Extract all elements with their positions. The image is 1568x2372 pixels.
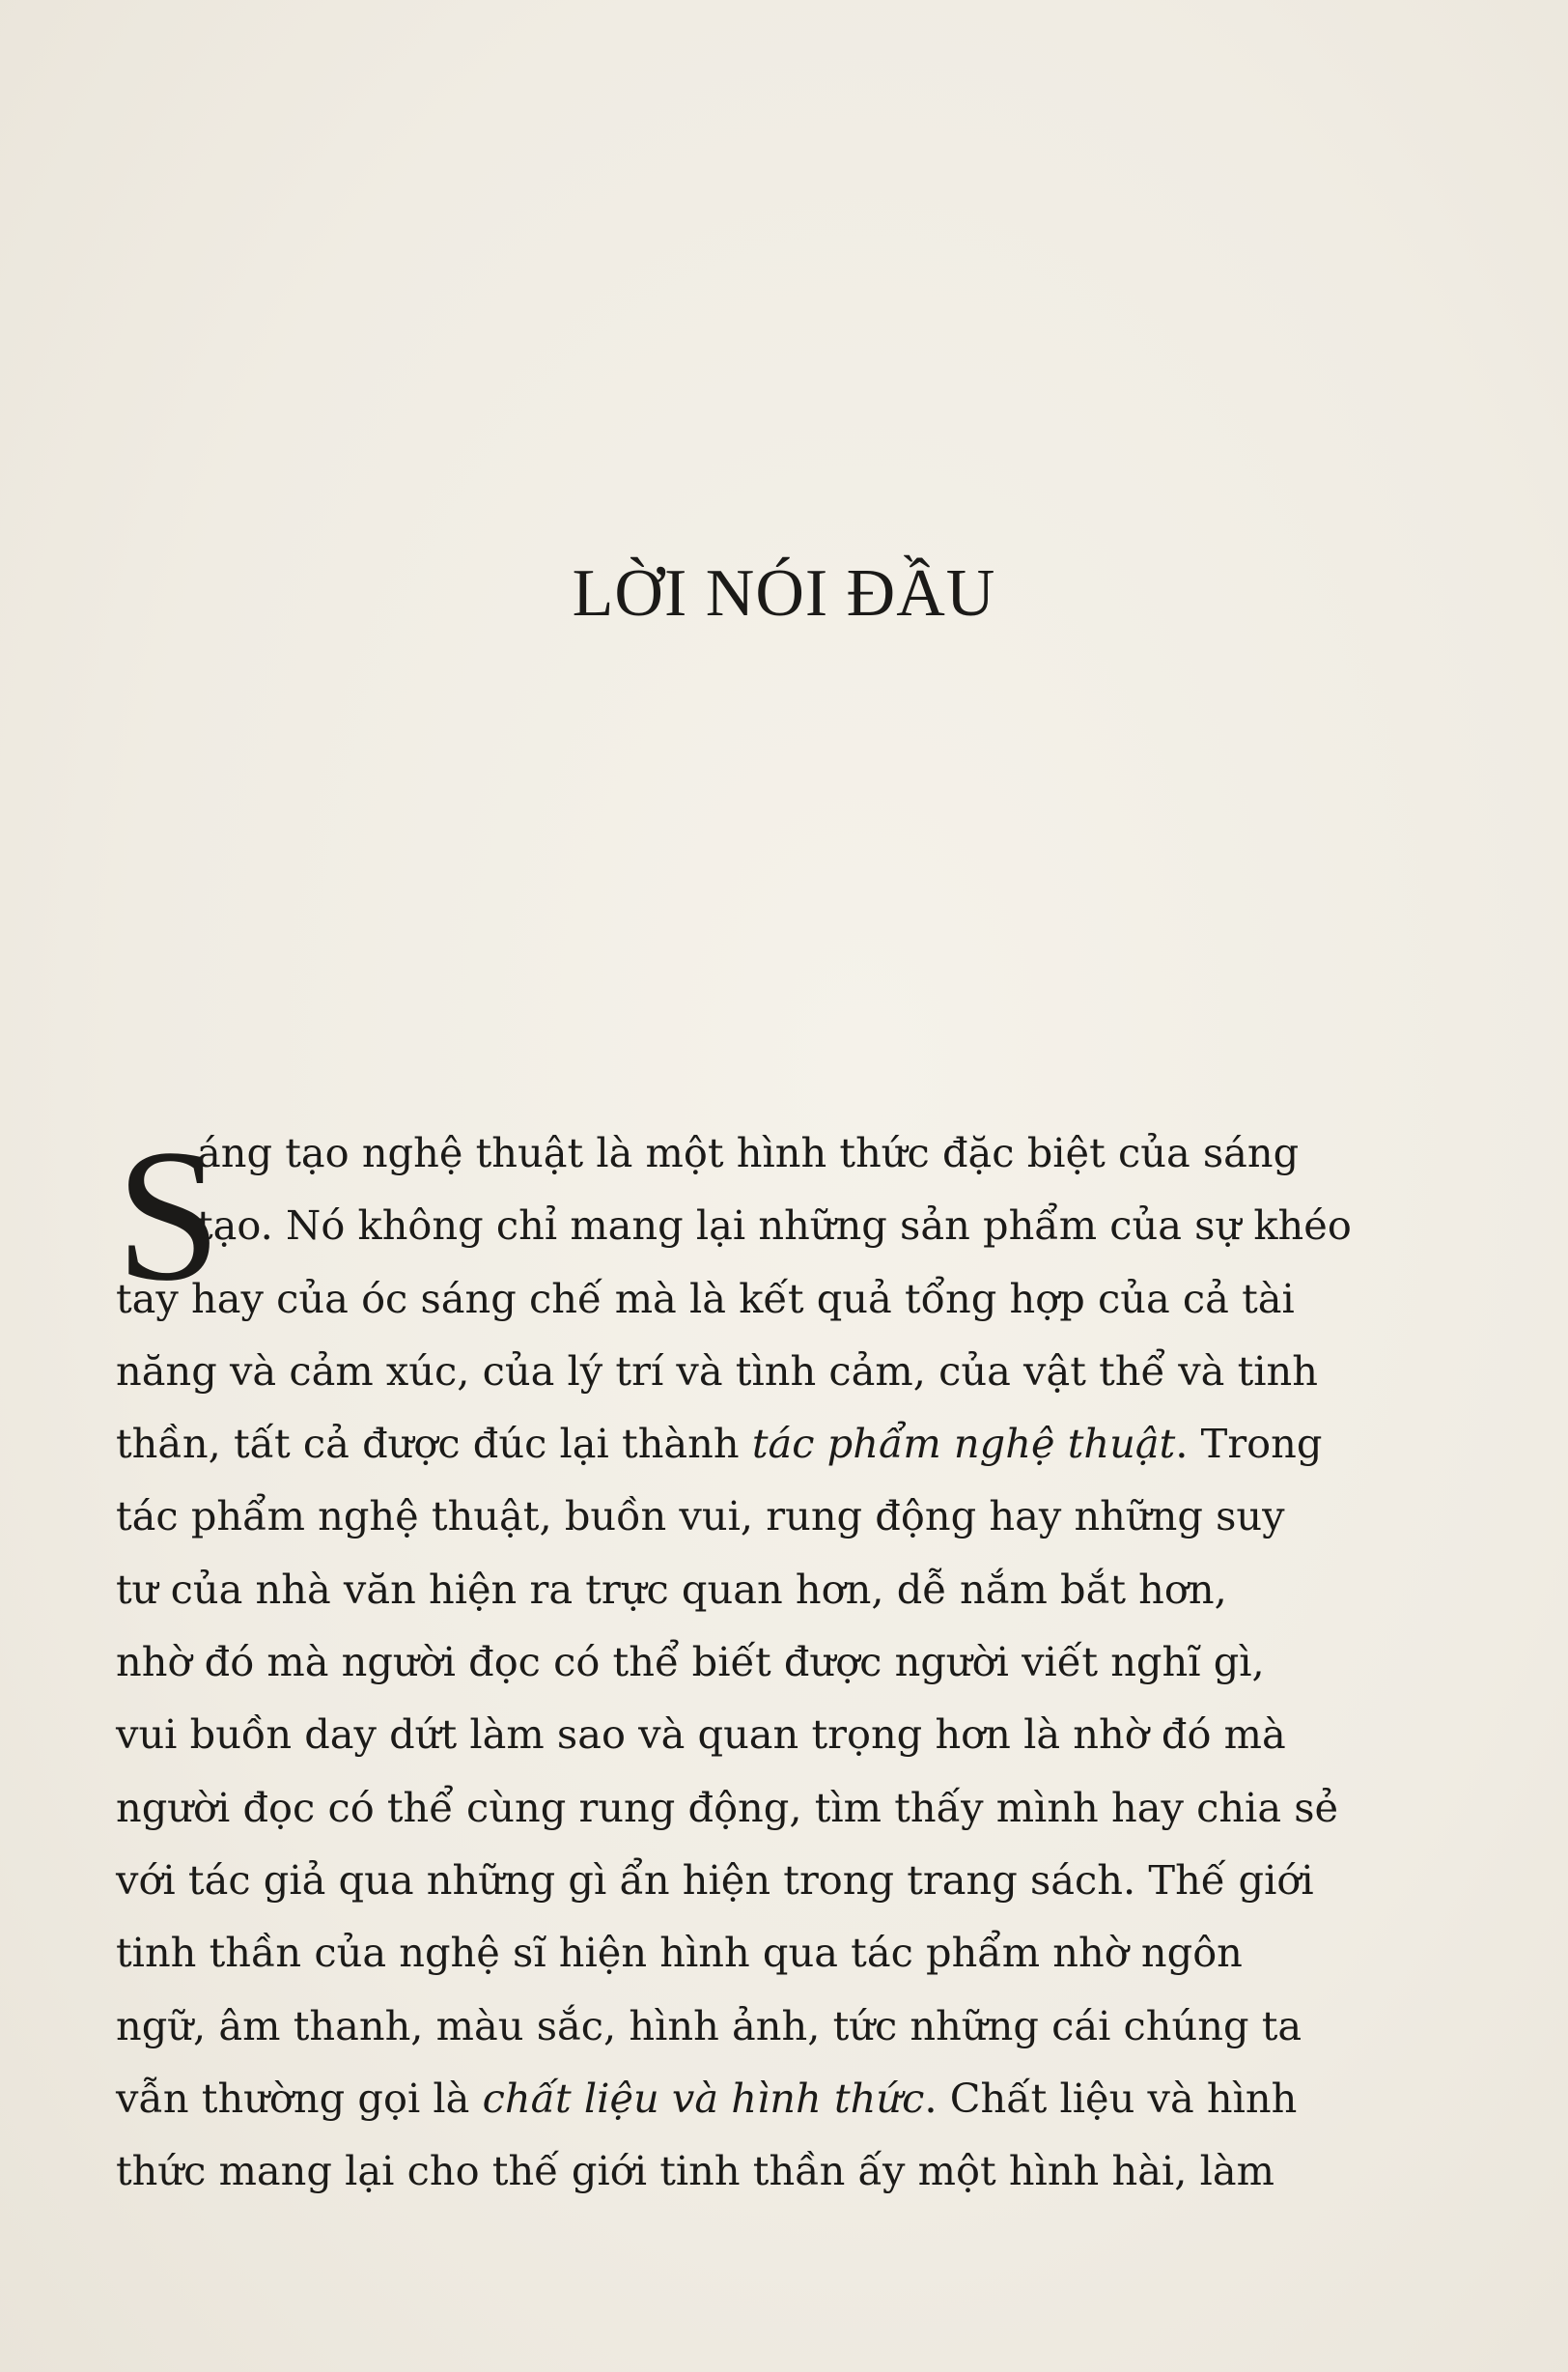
text-segment: người đọc có thể cùng rung động, tìm thấy mình hay chia sẻ (116, 1783, 1339, 1831)
chapter-heading: LỜI NÓI ĐẦU (572, 556, 996, 631)
text-line (116, 1335, 1381, 1407)
text-line (116, 2134, 1381, 2207)
emphasis-text: tác phẩm nghệ thuật (751, 1420, 1176, 1468)
text-segment: tinh thần của nghệ sĩ hiện hình qua tác phẩm nhờ ngôn (116, 1929, 1243, 1977)
text-segment: ngữ, âm thanh, màu sắc, hình ảnh, tức những cái chúng ta (116, 2001, 1302, 2049)
text-segment: tay hay của óc sáng chế mà là kết quả tổng hợp của cả tài (116, 1274, 1295, 1322)
text-line (116, 1771, 1381, 1844)
text-line (116, 1116, 1381, 1189)
text-segment: vẫn thường gọi là (116, 2074, 483, 2122)
text-segment: . Chất liệu và hình (924, 2074, 1298, 2122)
text-segment: tạo. Nó không chỉ mang lại những sản phẩm của sự khéo (197, 1201, 1352, 1250)
text-line (116, 1553, 1381, 1625)
body-paragraph (116, 1111, 1381, 2207)
text-line (116, 1189, 1381, 1261)
text-segment: thức mang lại cho thế giới tinh thần ấy một hình hài, làm (116, 2147, 1274, 2195)
text-segment: tư của nhà văn hiện ra trực quan hơn, dễ nắm bắt hơn, (116, 1565, 1227, 1613)
emphasis-text: chất liệu và hình thức (482, 2074, 925, 2122)
text-segment: tác phẩm nghệ thuật, buồn vui, rung động hay những suy (116, 1492, 1285, 1540)
drop-cap: S (116, 1111, 222, 1320)
text-line (116, 1480, 1381, 1552)
text-line (116, 1698, 1381, 1770)
text-segment: năng và cảm xúc, của lý trí và tình cảm, của vật thể và tinh (116, 1346, 1318, 1395)
text-line (116, 2062, 1381, 2134)
text-line (116, 1844, 1381, 1916)
text-line (116, 1407, 1381, 1480)
text-segment: nhờ đó mà người đọc có thể biết được người viết nghĩ gì, (116, 1638, 1265, 1686)
text-segment: thần, tất cả được đúc lại thành (116, 1420, 752, 1468)
text-line (116, 1625, 1381, 1698)
text-line (116, 1916, 1381, 1989)
text-segment: vui buồn day dứt làm sao và quan trọng hơn là nhờ đó mà (116, 1710, 1286, 1759)
text-segment: . Trong (1175, 1420, 1323, 1468)
text-segment: với tác giả qua những gì ẩn hiện trong trang sách. Thế giới (116, 1855, 1314, 1904)
text-line (116, 1262, 1381, 1335)
text-line (116, 1990, 1381, 2062)
text-segment: áng tạo nghệ thuật là một hình thức đặc biệt của sáng (197, 1129, 1300, 1176)
